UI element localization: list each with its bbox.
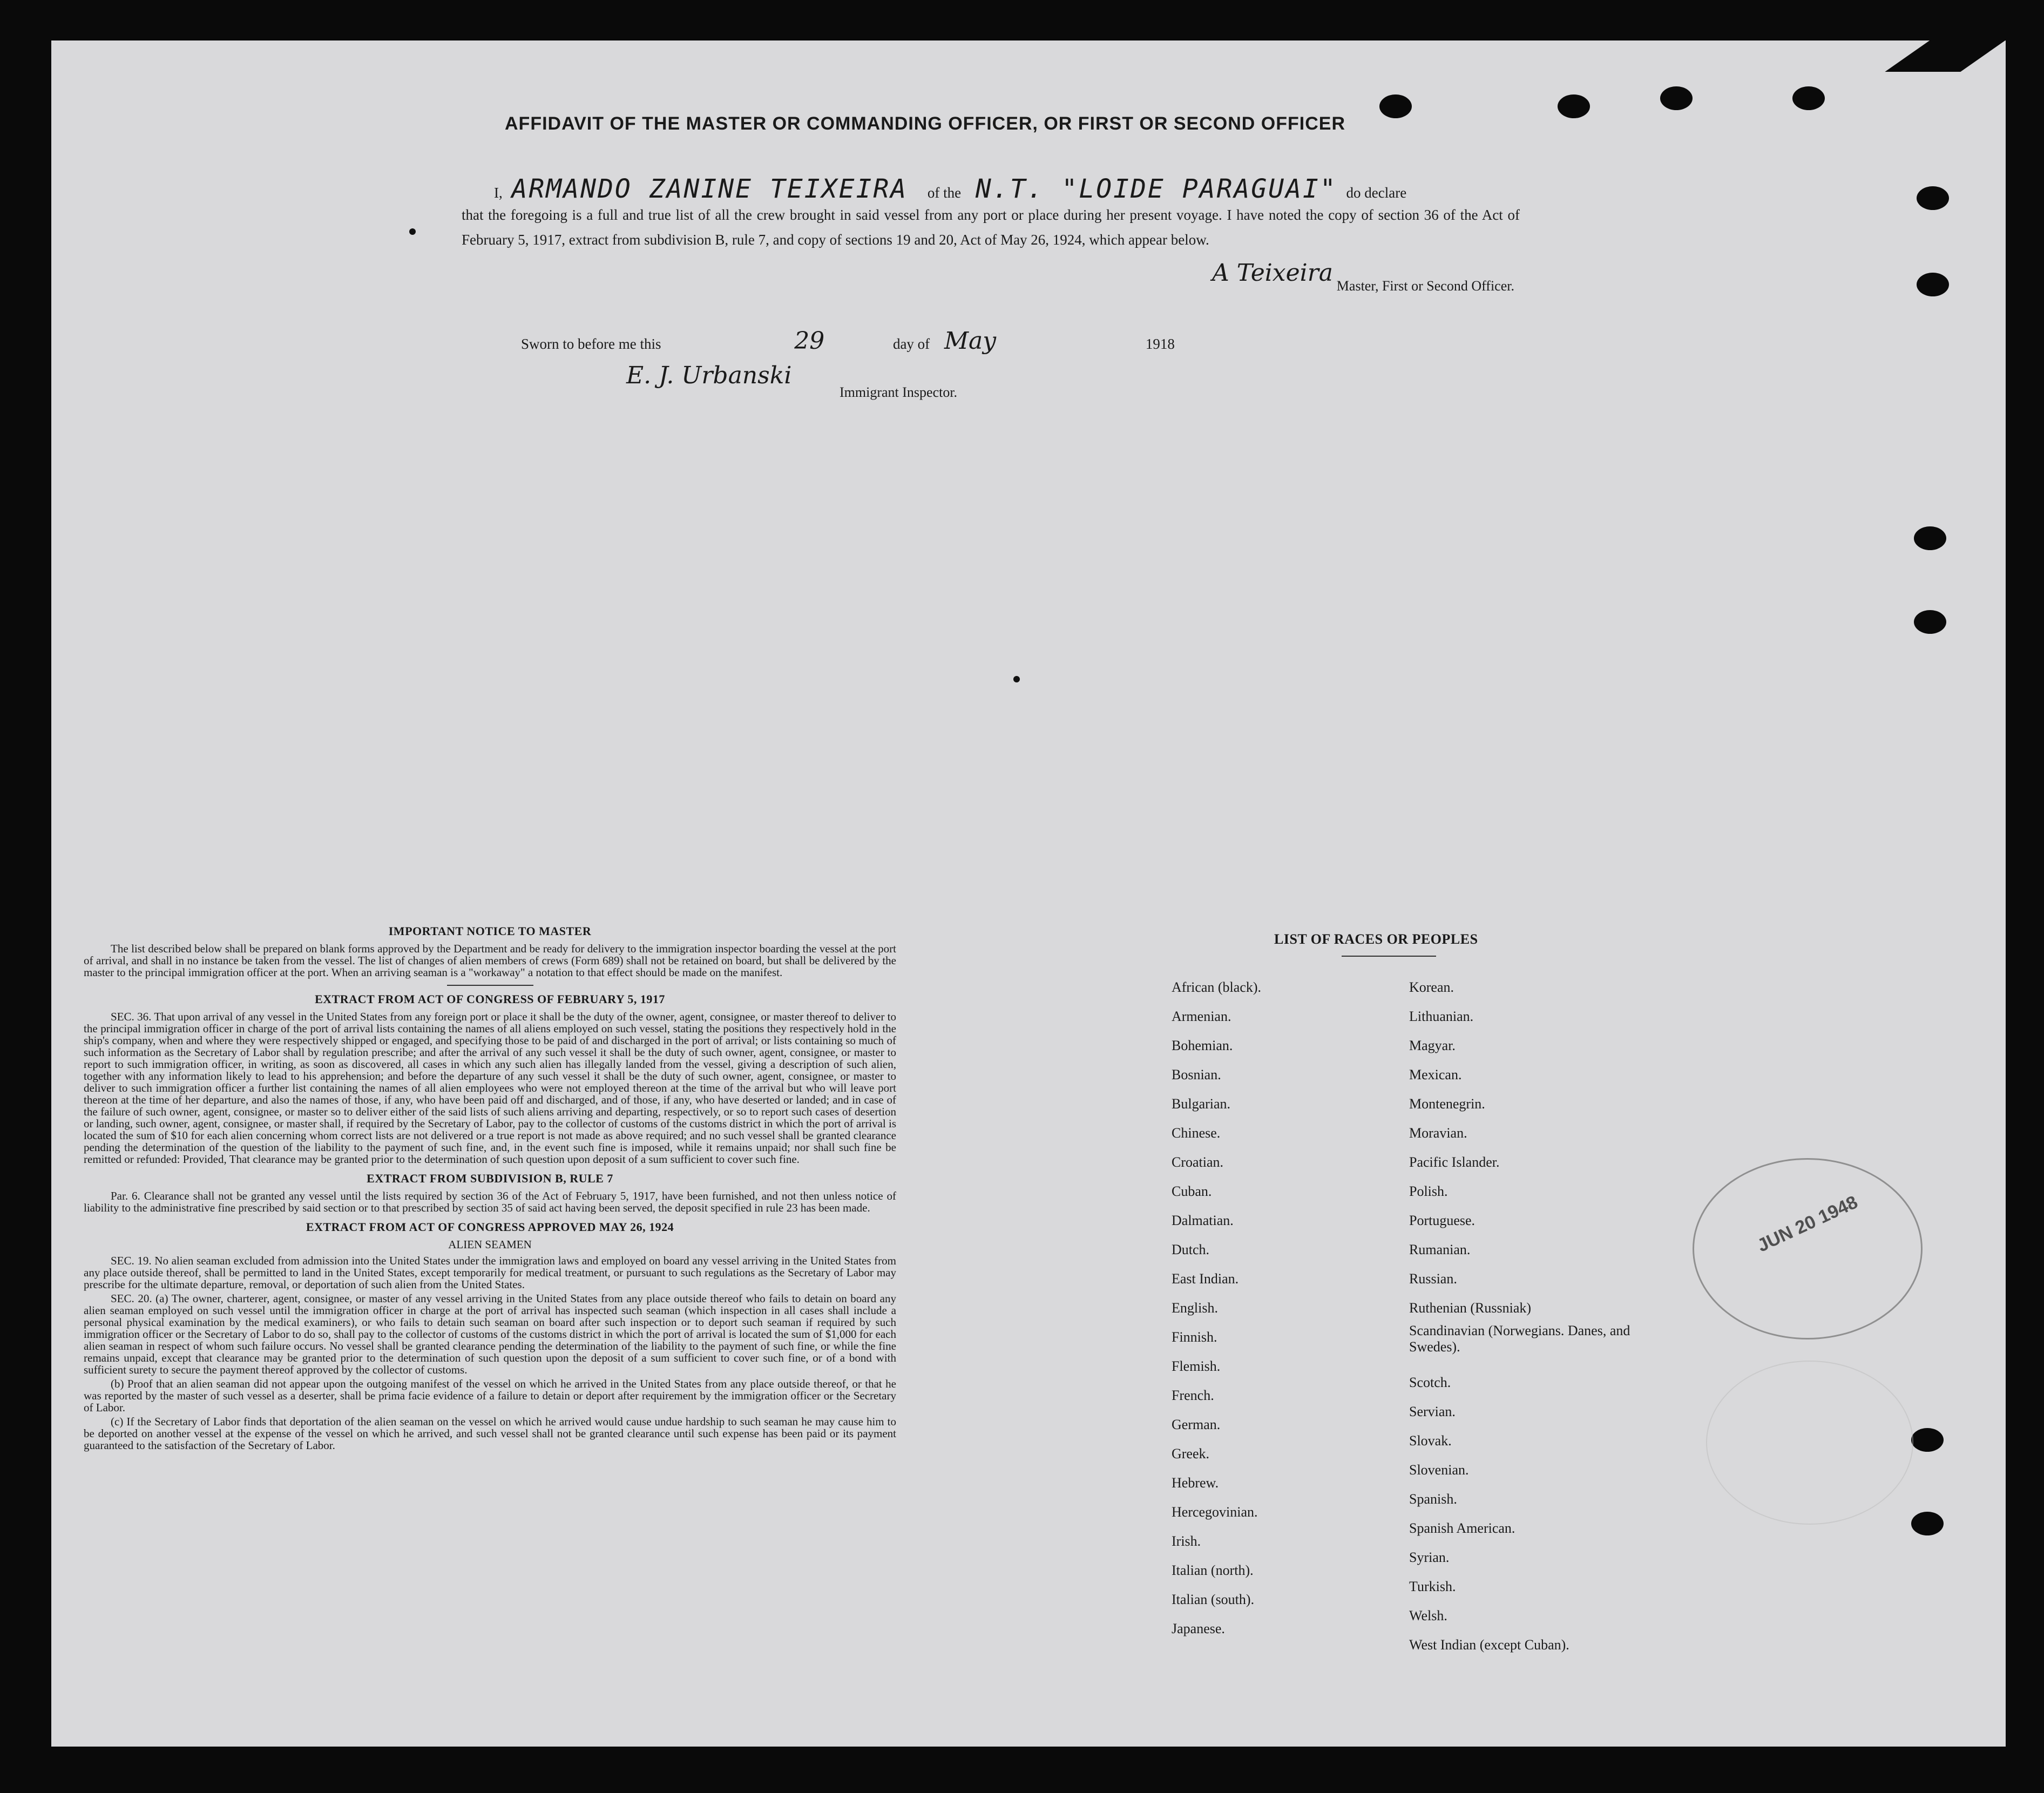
race-item: Hebrew. bbox=[1172, 1475, 1219, 1491]
document-sheet bbox=[51, 40, 2006, 1747]
punch-hole bbox=[1917, 273, 1949, 296]
sworn-month: May bbox=[944, 327, 997, 355]
race-item: Slovak. bbox=[1409, 1433, 1452, 1449]
race-item: East Indian. bbox=[1172, 1271, 1239, 1287]
race-item: Italian (north). bbox=[1172, 1562, 1254, 1578]
race-item: Spanish American. bbox=[1409, 1520, 1515, 1536]
sec20b-text: (b) Proof that an alien seaman did not appear upon the outgoing manifest of the vessel on which he arrived in the United States from any place outside thereof, or that he was reported by the master of such vessel as a deserter, shall be prima facie evidence of a failure to detain or deport after requirement by the immigration officer or the Secretary of Labor. bbox=[84, 1377, 896, 1414]
race-item: Slovenian. bbox=[1409, 1462, 1469, 1478]
race-item: Spanish. bbox=[1409, 1491, 1457, 1507]
punch-hole bbox=[1660, 86, 1693, 110]
stamp-text: JUN 20 1948 bbox=[1754, 1192, 1861, 1256]
race-item: English. bbox=[1172, 1300, 1218, 1316]
important-notice bbox=[84, 918, 896, 1453]
race-item: Hercegovinian. bbox=[1172, 1504, 1258, 1520]
extract3-title: EXTRACT FROM ACT OF CONGRESS APPROVED MAY 26, 1924 bbox=[306, 1220, 674, 1234]
extract2-title: EXTRACT FROM SUBDIVISION B, RULE 7 bbox=[367, 1172, 613, 1185]
race-item: Dalmatian. bbox=[1172, 1213, 1234, 1228]
master-signature: A Teixeira bbox=[1212, 259, 1333, 287]
extract2-text: Par. 6. Clearance shall not be granted any vessel until the lists required by section 36 of the Act of February 5, 1917, have been furnished, and not then unless notice of liability to the administrative fine prescribed by said section or to that prescribed by section 35 of said act having been served, the deposit specified in rule 23 has been made. bbox=[84, 1189, 896, 1214]
race-item: Irish. bbox=[1172, 1533, 1201, 1549]
sworn-line bbox=[521, 327, 1175, 355]
race-item: Japanese. bbox=[1172, 1621, 1225, 1636]
race-item: Moravian. bbox=[1409, 1125, 1467, 1141]
race-item: Dutch. bbox=[1172, 1242, 1210, 1257]
race-item: Pacific Islander. bbox=[1409, 1154, 1500, 1170]
race-item: West Indian (except Cuban). bbox=[1409, 1637, 1569, 1653]
race-item: African (black). bbox=[1172, 979, 1262, 995]
race-item: Armenian. bbox=[1172, 1009, 1231, 1024]
i-label: I, bbox=[494, 185, 503, 201]
speck bbox=[1013, 676, 1020, 682]
master-name: ARMANDO ZANINE TEIXEIRA bbox=[511, 174, 908, 204]
race-item: Magyar. bbox=[1409, 1038, 1456, 1053]
notice-title: IMPORTANT NOTICE TO MASTER bbox=[388, 924, 592, 938]
punch-hole bbox=[1911, 1428, 1944, 1452]
faded-seal bbox=[1706, 1361, 1913, 1525]
race-item: Finnish. bbox=[1172, 1329, 1217, 1345]
extract1-text: SEC. 36. That upon arrival of any vessel in the United States from any foreign port or place it shall be the duty of the owner, agent, consignee, or master thereof to deliver to the principal immigration officer in charge of the port of arrival lists containing the names of all aliens employed on such vessel, stating the positions they respectively hold in the ship's company, when and where they were respectively shipped or engaged, and specifying those to be paid of and discharged in the port of arrival; or lists containing so much of such information as the Secretary of Labor shall by regulation prescribe; and after the arrival of any such vessel it shall be the duty of such owner, agent, consignee, or master to report to such immigration officer, in writing, as soon as discovered, all cases in which any such alien has illegally landed from the vessel, giving a description of such alien, together with any information likely to lead to his apprehension; and before the departure of any such vessel it shall be the duty of such owner, agent, consignee, or master to deliver to such immigration officer a further list containing the names of all alien employees who were not employed thereon at the time of the arrival but who will leave port thereon at the time of her departure, and also the names of those, if any, who have been paid off and discharged, and of those, if any, who have deserted or landed; and in case of the failure of such owner, agent, consignee, or master so to deliver either of the said lists of such aliens arriving and departing, respectively, or so to report such cases of desertion or landing, such owner, agent, consignee, or master shall, if required by the Secretary of Labor, pay to the collector of customs of the customs district in which the port of arrival is located the sum of $10 for each alien concerning whom correct lists are not delivered or a true report is not made as above required; and no such vessel shall be granted clearance pending the determination of the question of the liability to the payment of such fine, and, in the event such fine is imposed, while it remains unpaid; nor shall such fine be remitted or refunded: Provided, That clearance may be granted prior to the determination of such question upon deposit of a sum sufficient to cover such fine. bbox=[84, 1010, 896, 1166]
extract3-subtitle: ALIEN SEAMEN bbox=[448, 1238, 532, 1251]
punch-hole bbox=[1914, 610, 1946, 634]
divider bbox=[1342, 956, 1436, 957]
of-the-label: of the bbox=[927, 185, 962, 201]
notice-text: The list described below shall be prepared on blank forms approved by the Department and be ready for delivery to the immigration inspector boarding the vessel at the port of arrival, and shall in no instance be taken from the vessel. The list of changes of alien members of crews (Form 689) shall not be retained on board, but shall be delivered by the master to the principal immigration officer at the port. When an arriving seaman is a "workaway" a notation to that effect should be made on the manifest. bbox=[84, 942, 896, 979]
race-item: Scandinavian (Norwegians. Danes, and Swedes). bbox=[1409, 1323, 1630, 1355]
races-title: LIST OF RACES OR PEOPLES bbox=[1274, 931, 1478, 947]
sworn-day: 29 bbox=[794, 327, 825, 355]
race-item: Scotch. bbox=[1409, 1375, 1451, 1390]
vessel-name: N.T. "LOIDE PARAGUAI" bbox=[975, 174, 1337, 204]
do-declare-label: do declare bbox=[1346, 185, 1407, 201]
race-item: Rumanian. bbox=[1409, 1242, 1471, 1257]
punch-hole bbox=[1558, 94, 1590, 118]
inspector-label: Immigrant Inspector. bbox=[840, 384, 958, 400]
race-item: Flemish. bbox=[1172, 1358, 1221, 1374]
inspector-signature: E. J. Urbanski bbox=[626, 362, 792, 389]
day-of-label: day of bbox=[892, 336, 930, 352]
race-item: Polish. bbox=[1409, 1183, 1448, 1199]
race-item: Welsh. bbox=[1409, 1608, 1447, 1623]
declaration-line bbox=[494, 174, 1406, 204]
punch-hole bbox=[1911, 1512, 1944, 1535]
race-item: Servian. bbox=[1409, 1404, 1456, 1419]
race-item: Bosnian. bbox=[1172, 1067, 1221, 1082]
race-item: Ruthenian (Russniak) bbox=[1409, 1300, 1532, 1316]
sec20c-text: (c) If the Secretary of Labor finds that deportation of the alien seaman on the vessel on which he arrived would cause undue hardship to such seaman he may cause him to be deported on another vessel at the expense of the vessel on which he arrived, and such vessel shall not be granted clearance until such expense has been paid or its payment guaranteed to the satisfaction of the Secretary of Labor. bbox=[84, 1415, 896, 1452]
punch-hole bbox=[1792, 86, 1825, 110]
race-item: Croatian. bbox=[1172, 1154, 1224, 1170]
race-item: Korean. bbox=[1409, 979, 1454, 995]
punch-hole bbox=[1917, 186, 1949, 210]
race-item: Syrian. bbox=[1409, 1550, 1450, 1565]
races-left-column bbox=[1172, 973, 1261, 1643]
punch-hole bbox=[1914, 526, 1946, 550]
affidavit-title: AFFIDAVIT OF THE MASTER OR COMMANDING OFFICER, OR FIRST OR SECOND OFFICER bbox=[505, 113, 1345, 134]
master-label: Master, First or Second Officer. bbox=[1336, 278, 1514, 294]
races-right-column bbox=[1409, 973, 1636, 1660]
race-item: Lithuanian. bbox=[1409, 1009, 1474, 1024]
race-item: Chinese. bbox=[1172, 1125, 1221, 1141]
date-stamp bbox=[1693, 1158, 1923, 1339]
race-item: Bohemian. bbox=[1172, 1038, 1233, 1053]
race-item: German. bbox=[1172, 1417, 1221, 1432]
race-item: Portuguese. bbox=[1409, 1213, 1476, 1228]
race-item: Russian. bbox=[1409, 1271, 1457, 1287]
race-item: Greek. bbox=[1172, 1446, 1210, 1462]
race-item: Italian (south). bbox=[1172, 1592, 1255, 1607]
race-item: Cuban. bbox=[1172, 1183, 1212, 1199]
divider bbox=[447, 985, 533, 986]
race-item: Mexican. bbox=[1409, 1067, 1462, 1082]
sec19-text: SEC. 19. No alien seaman excluded from admission into the United States under the immigration laws and employed on board any vessel arriving in the United States from any place outside thereof, shall be permitted to land in the United States, except temporarily for medical treatment, or pursuant to such regulations as the Secretary of Labor may prescribe for the ultimate departure, removal, or deportation of such alien from the United States. bbox=[84, 1254, 896, 1291]
sworn-year: 1918 bbox=[1145, 336, 1175, 352]
sec20a-text: SEC. 20. (a) The owner, charterer, agent, consignee, or master of any vessel arriving in the United States from any place outside thereof who fails to detain on board any alien seaman employed on such vessel until the immigration officer in charge at the port of arrival has inspected such seaman (which inspection in all cases shall include a personal physical examination by the medical examiners), or who fails to detain such seaman on board after such inspection or to deport such seaman if required by such immigration officer or the Secretary of Labor to do so, shall pay to the collector of customs of the customs district in which the port of arrival is located the sum of $1,000 for each alien seaman in respect of whom such failure occurs. No vessel shall be granted clearance pending the determination of the liability to the payment of such fine, or while the fine remains unpaid, except that clearance may be granted prior to the determination of such question upon the deposit of a sum sufficient to cover such fine, or of a bond with sufficient surety to secure the payment thereof approved by the collector of customs. bbox=[84, 1292, 896, 1376]
extract1-title: EXTRACT FROM ACT OF CONGRESS OF FEBRUARY 5, 1917 bbox=[315, 992, 665, 1006]
punch-hole bbox=[1379, 94, 1412, 118]
race-item: Turkish. bbox=[1409, 1579, 1456, 1594]
sworn-label: Sworn to before me this bbox=[521, 336, 661, 352]
master-signature-block bbox=[1169, 259, 1514, 294]
race-item: French. bbox=[1172, 1388, 1214, 1403]
speck bbox=[409, 228, 416, 235]
race-item: Montenegrin. bbox=[1409, 1096, 1485, 1112]
declaration-body: that the foregoing is a full and true list of all the crew brought in said vessel from any port or place during her present voyage. I have noted the copy of section 36 of the Act of February 5, 1917, extract from subdivision B, rule 7, and copy of sections 19 and 20, Act of May 26, 1924, which appear below. bbox=[462, 207, 1520, 248]
race-item: Bulgarian. bbox=[1172, 1096, 1231, 1112]
